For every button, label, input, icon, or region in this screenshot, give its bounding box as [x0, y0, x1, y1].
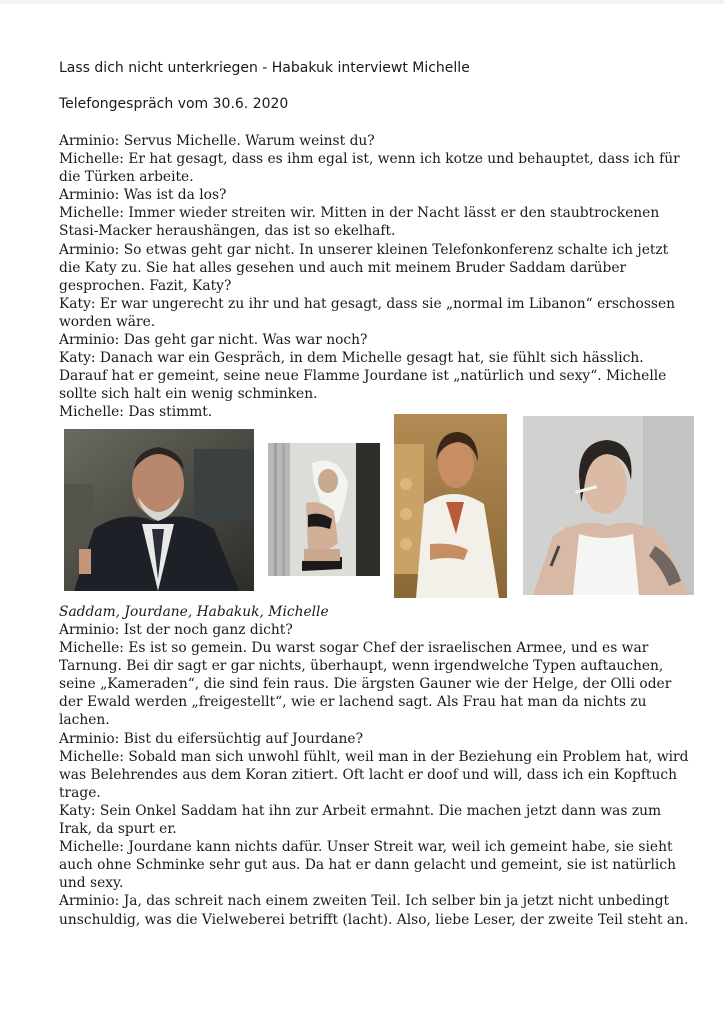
dialogue-line: Arminio: Ist der noch ganz dicht? — [59, 622, 293, 638]
photo-saddam — [64, 429, 254, 591]
photo-caption: Saddam, Jourdane, Habakuk, Michelle — [59, 604, 329, 620]
photo-habakuk — [394, 414, 507, 598]
dialogue-line: Michelle: Es ist so gemein. Du warst sogar Chef der israelischen Armee, und es war Tarnung. Bei dir sagt er gar nichts, überhaupt, wenn irgendwelche Typen auftauchen, seine „Kameraden“, die sind fein raus. Die ärgsten Gauner wie der Helge, der Olli oder der Ewald werden „freigestellt“, wie er lachend sagt. Als Frau hat man da nichts zu lachen. — [59, 640, 672, 729]
dialogue-line: Michelle: Jourdane kann nichts dafür. Unser Streit war, weil ich gemeint habe, sie sieht auch ohne Schminke sehr gut aus. Da hat er dann gelacht und gemeint, sie ist natürlich und sexy. — [59, 839, 676, 892]
date-line: Telefongespräch vom 30.6. 2020 — [59, 96, 289, 112]
dialogue-line: Michelle: Das stimmt. — [59, 404, 213, 421]
dialogue-line: Katy: Er war ungerecht zu ihr und hat gesagt, dass sie „normal im Libanon“ erschossen worden wäre. — [59, 295, 676, 330]
dialogue-line: Arminio: Das geht gar nicht. Was war noch? — [59, 332, 368, 349]
dialogue-line: Arminio: Servus Michelle. Warum weinst du? — [59, 133, 375, 149]
page-top-edge — [0, 0, 724, 4]
photo-michelle — [523, 416, 694, 595]
dialogue-line: Michelle: Immer wieder streiten wir. Mitten in der Nacht lässt er den staubtrockenen Stasi-Macker heraushängen, das ist so ekelhaft. — [59, 205, 660, 240]
dialogue-part-2 — [59, 621, 689, 929]
document-title: Lass dich nicht unterkriegen - Habakuk interviewt Michelle — [59, 60, 470, 76]
dialogue-part-1 — [59, 132, 689, 422]
dialogue-line: Arminio: Bist du eifersüchtig auf Jourdane? — [59, 730, 363, 747]
dialogue-line: Katy: Danach war ein Gespräch, in dem Michelle gesagt hat, sie fühlt sich hässlich. Darauf hat er gemeint, seine neue Flamme Jourdane ist „natürlich und sexy“. Michelle sollte sich halt ein wenig schminken. — [59, 350, 667, 403]
dialogue-line: Arminio: Was ist da los? — [59, 187, 227, 204]
dialogue-line: Arminio: So etwas geht gar nicht. In unserer kleinen Telefonkonferenz schalte ich jetzt die Katy zu. Sie hat alles gesehen und auch mit meinem Bruder Saddam darüber gesprochen. Fazit, Katy? — [59, 241, 669, 294]
dialogue-line: Katy: Sein Onkel Saddam hat ihn zur Arbeit ermahnt. Die machen jetzt dann was zum Irak, da spurt er. — [59, 802, 662, 838]
dialogue-line: Michelle: Sobald man sich unwohl fühlt, weil man in der Beziehung ein Problem hat, wird was Belehrendes aus dem Koran zitiert. Oft lacht er doof und will, dass ich ein Kopftuch trage. — [59, 748, 689, 801]
photo-jourdane — [268, 443, 380, 576]
dialogue-line: Arminio: Ja, das schreit nach einem zweiten Teil. Ich selber bin ja jetzt nicht unbedingt unschuldig, was die Vielweberei betrifft (lacht). Also, liebe Leser, der zweite Teil steht an. — [59, 893, 689, 928]
dialogue-line: Michelle: Er hat gesagt, dass es ihm egal ist, wenn ich kotze und behauptet, dass ich für die Türken arbeite. — [59, 151, 680, 186]
